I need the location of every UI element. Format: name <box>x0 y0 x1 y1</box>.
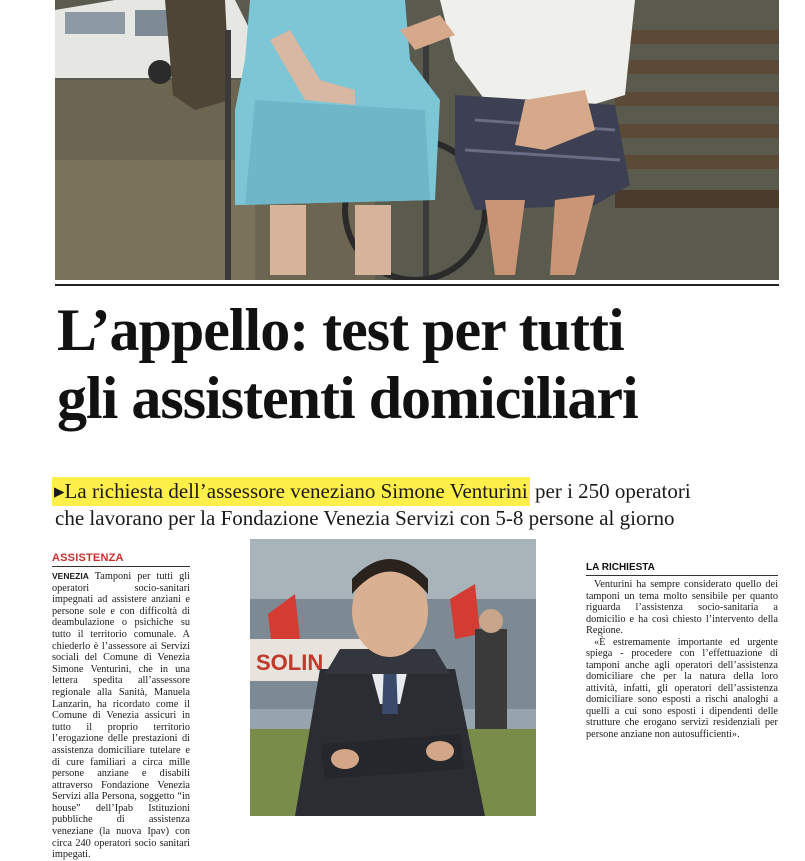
article-body <box>52 571 190 861</box>
subheadline-line-1 <box>55 478 795 505</box>
top-rule <box>55 284 779 286</box>
headline-line-2: gli assistenti domiciliari <box>57 365 638 431</box>
headline-line-1: L’appello: test per tutti <box>57 297 624 363</box>
section-label: ASSISTENZA <box>52 552 190 567</box>
headline <box>57 296 787 432</box>
subheadline <box>55 478 795 532</box>
sidebar-column <box>586 562 778 740</box>
article-column <box>52 552 190 861</box>
article-body-text: Tamponi per tutti gli operatori socio-sanitari impegnati ad assistere anziani e persone sole e con difficoltà di deambulazione o psichiche su tutto il territorio comunale. A chiederlo è l’assessore ai Servizi sociali del Comune di Venezia Simone Venturini, che in una lettera spedita all’assessore regionale alla Sanità, Manuela Lanzarin, ha ricordato come il Comune di Venezia assicuri in tutto il proprio territorio l’erogazione delle prestazioni di assistenza domiciliare tutelare e di cure familiari a circa mille persone anziane e disabili attraverso Fondazione Venezia Servizi alla Persona, soggetto “in house” dell’Ipab Istituzioni pubbliche di assistenza veneziane (la nuova Ipav) con circa 240 operatori socio sanitari impegati. <box>52 571 190 861</box>
subheadline-highlight: ▸La richiesta dell’assessore veneziano Simone Venturini <box>52 477 530 506</box>
banner-text: SOLIN <box>256 650 324 675</box>
sidebar-paragraph-1: Venturini ha sempre considerato quello dei tamponi un tema molto sensibile per quanto riguarda l’assistenza socio-sanitaria a domicilio e ha così chiesto l’intervento della Regione. <box>586 579 778 636</box>
sidebar-label: LA RICHIESTA <box>586 562 778 576</box>
top-photo <box>55 0 779 280</box>
dateline: VENEZIA <box>52 571 89 581</box>
subheadline-line-2: che lavorano per la Fondazione Venezia Servizi con 5-8 persone al giorno <box>55 506 675 530</box>
sidebar-paragraph-2: «È estremamente importante ed urgente spiega - procedere con l’effettuazione di tamponi anche agli operatori dell’assistenza domiciliare che per la natura della loro attività, infatti, gli operatori dell’assistenza domiciliare sono esposti a rischi analoghi a quelli a cui sono esposti i dipendenti delle strutture che erogano servizi residenziali per persone anziane non autosufficienti». <box>586 636 778 740</box>
portrait-photo <box>250 539 536 816</box>
subheadline-rest: per i 250 operatori <box>529 479 691 503</box>
